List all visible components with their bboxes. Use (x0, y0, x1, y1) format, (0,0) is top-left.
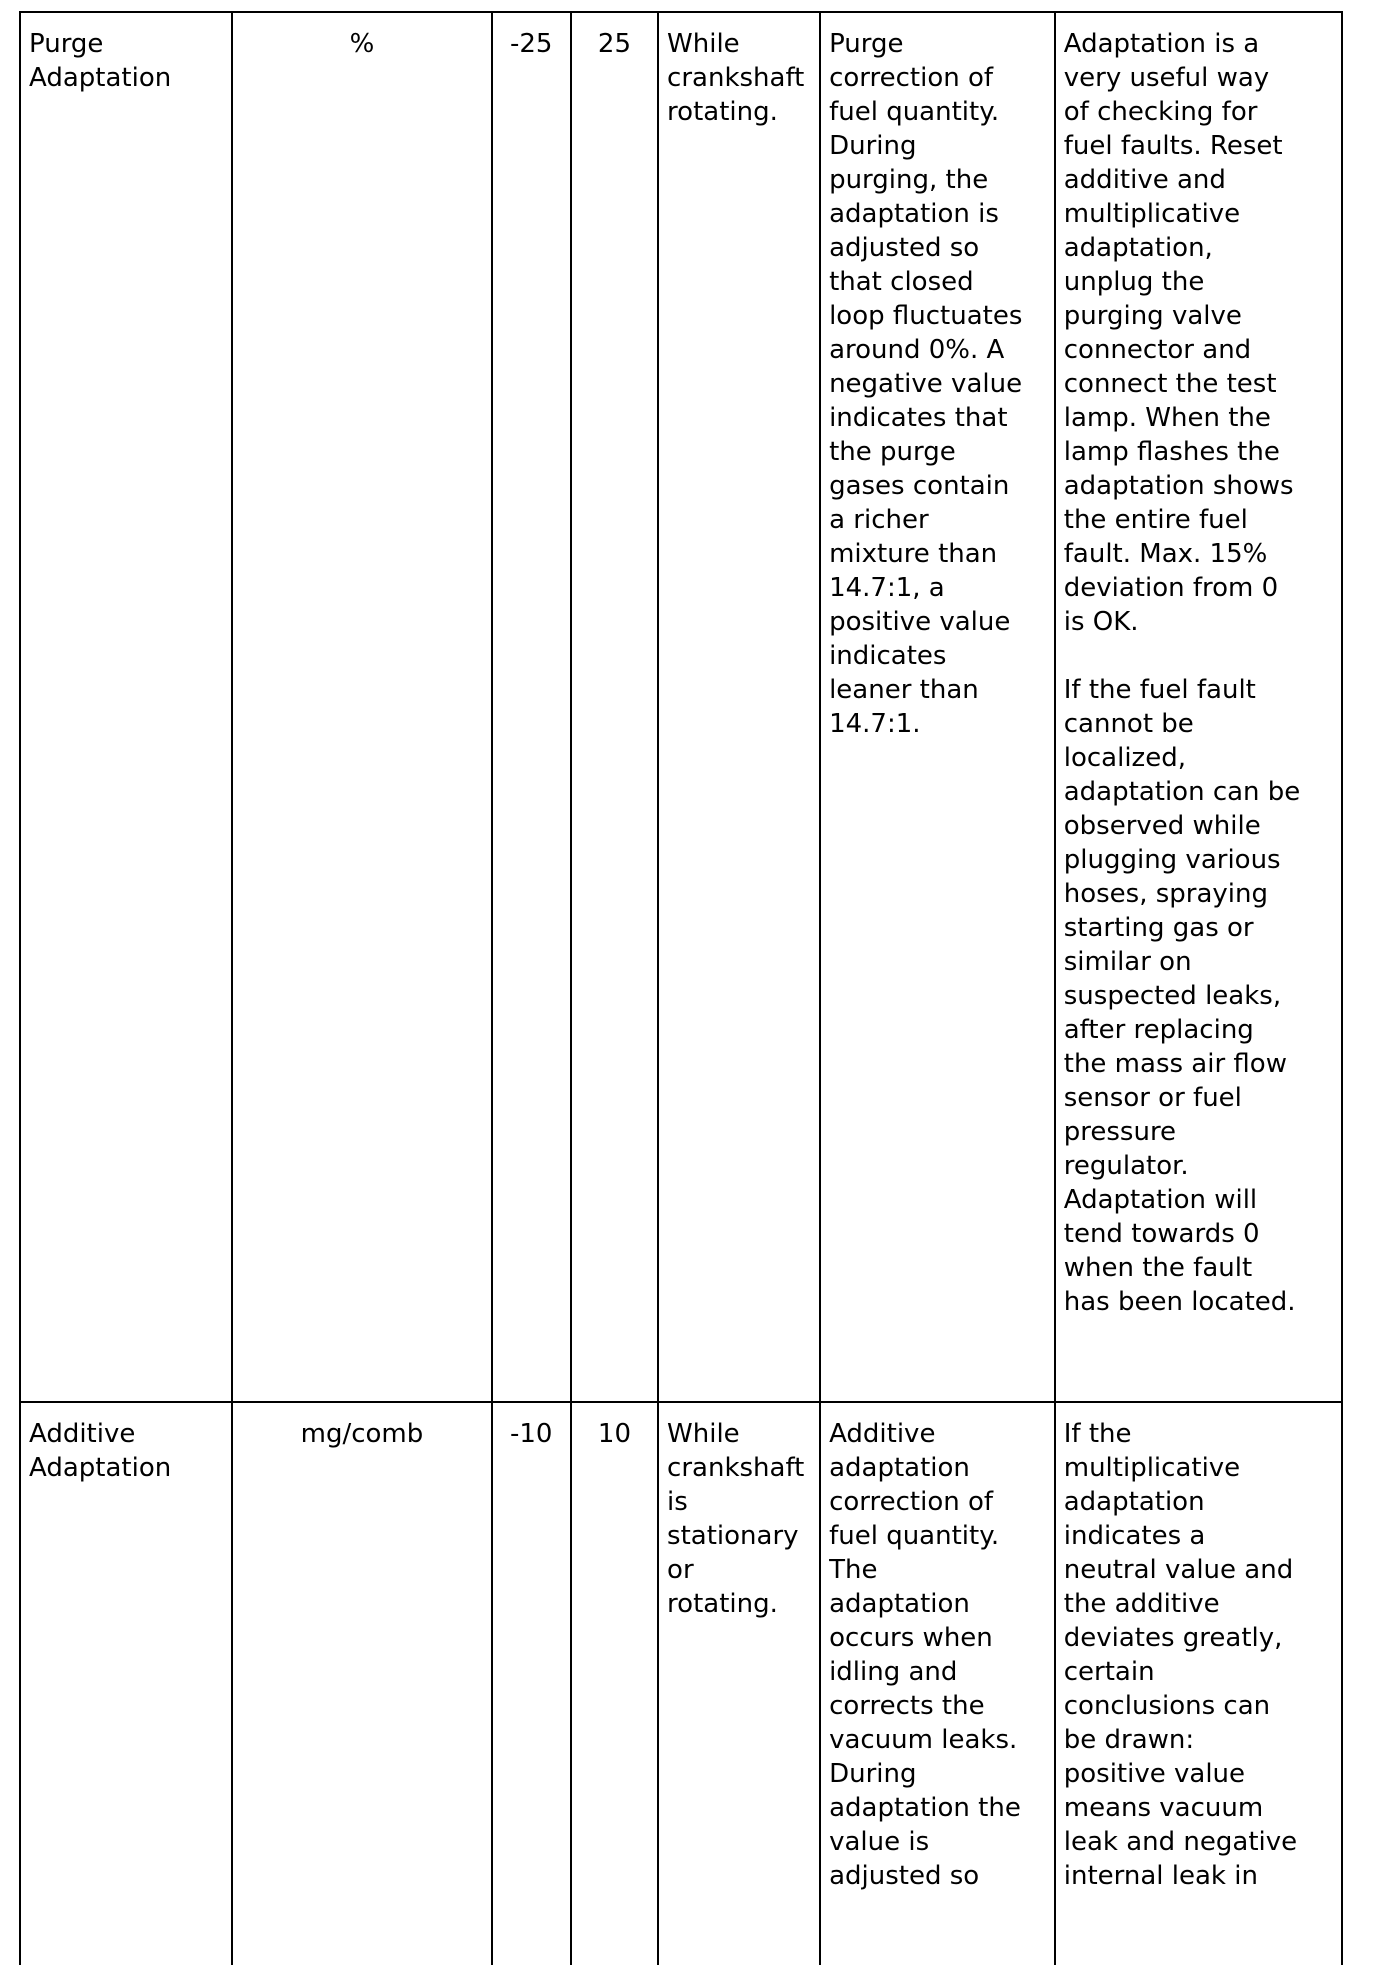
notes-cell: If the multiplicative adaptation indicates a neutral value and the additive deviates greatly, certain conclusions can be drawn: positive value means vacuum leak and negative internal leak in (1055, 1402, 1342, 1965)
condition-cell: While crankshaft rotating. (658, 12, 820, 1402)
min-value-cell: -25 (492, 12, 571, 1402)
parameter-name-cell: Purge Adaptation (20, 12, 232, 1402)
parameter-table (19, 11, 1343, 1965)
condition-cell: While crankshaft is stationary or rotating. (658, 1402, 820, 1965)
max-value-cell: 10 (571, 1402, 658, 1965)
parameter-name-cell: Additive Adaptation (20, 1402, 232, 1965)
max-value-cell: 25 (571, 12, 658, 1402)
description-cell: Purge correction of fuel quantity. During purging, the adaptation is adjusted so that closed loop fluctuates around 0%. A negative value indicates that the purge gases contain a richer mixture than 14.7:1, a positive value indicates leaner than 14.7:1. (820, 12, 1055, 1402)
unit-cell: % (232, 12, 491, 1402)
unit-cell: mg/comb (232, 1402, 491, 1965)
min-value-cell: -10 (492, 1402, 571, 1965)
table-row (20, 12, 1342, 1402)
table-row (20, 1402, 1342, 1965)
description-cell: Additive adaptation correction of fuel quantity. The adaptation occurs when idling and corrects the vacuum leaks. During adaptation the value is adjusted so (820, 1402, 1055, 1965)
notes-cell: Adaptation is a very useful way of checking for fuel faults. Reset additive and multiplicative adaptation, unplug the purging valve connector and connect the test lamp. When the lamp flashes the adaptation shows the entire fuel fault. Max. 15% deviation from 0 is OK. If the fuel fault cannot be localized, adaptation can be observed while plugging various hoses, spraying starting gas or similar on suspected leaks, after replacing the mass air flow sensor or fuel pressure regulator. Adaptation will tend towards 0 when the fault has been located. (1055, 12, 1342, 1402)
